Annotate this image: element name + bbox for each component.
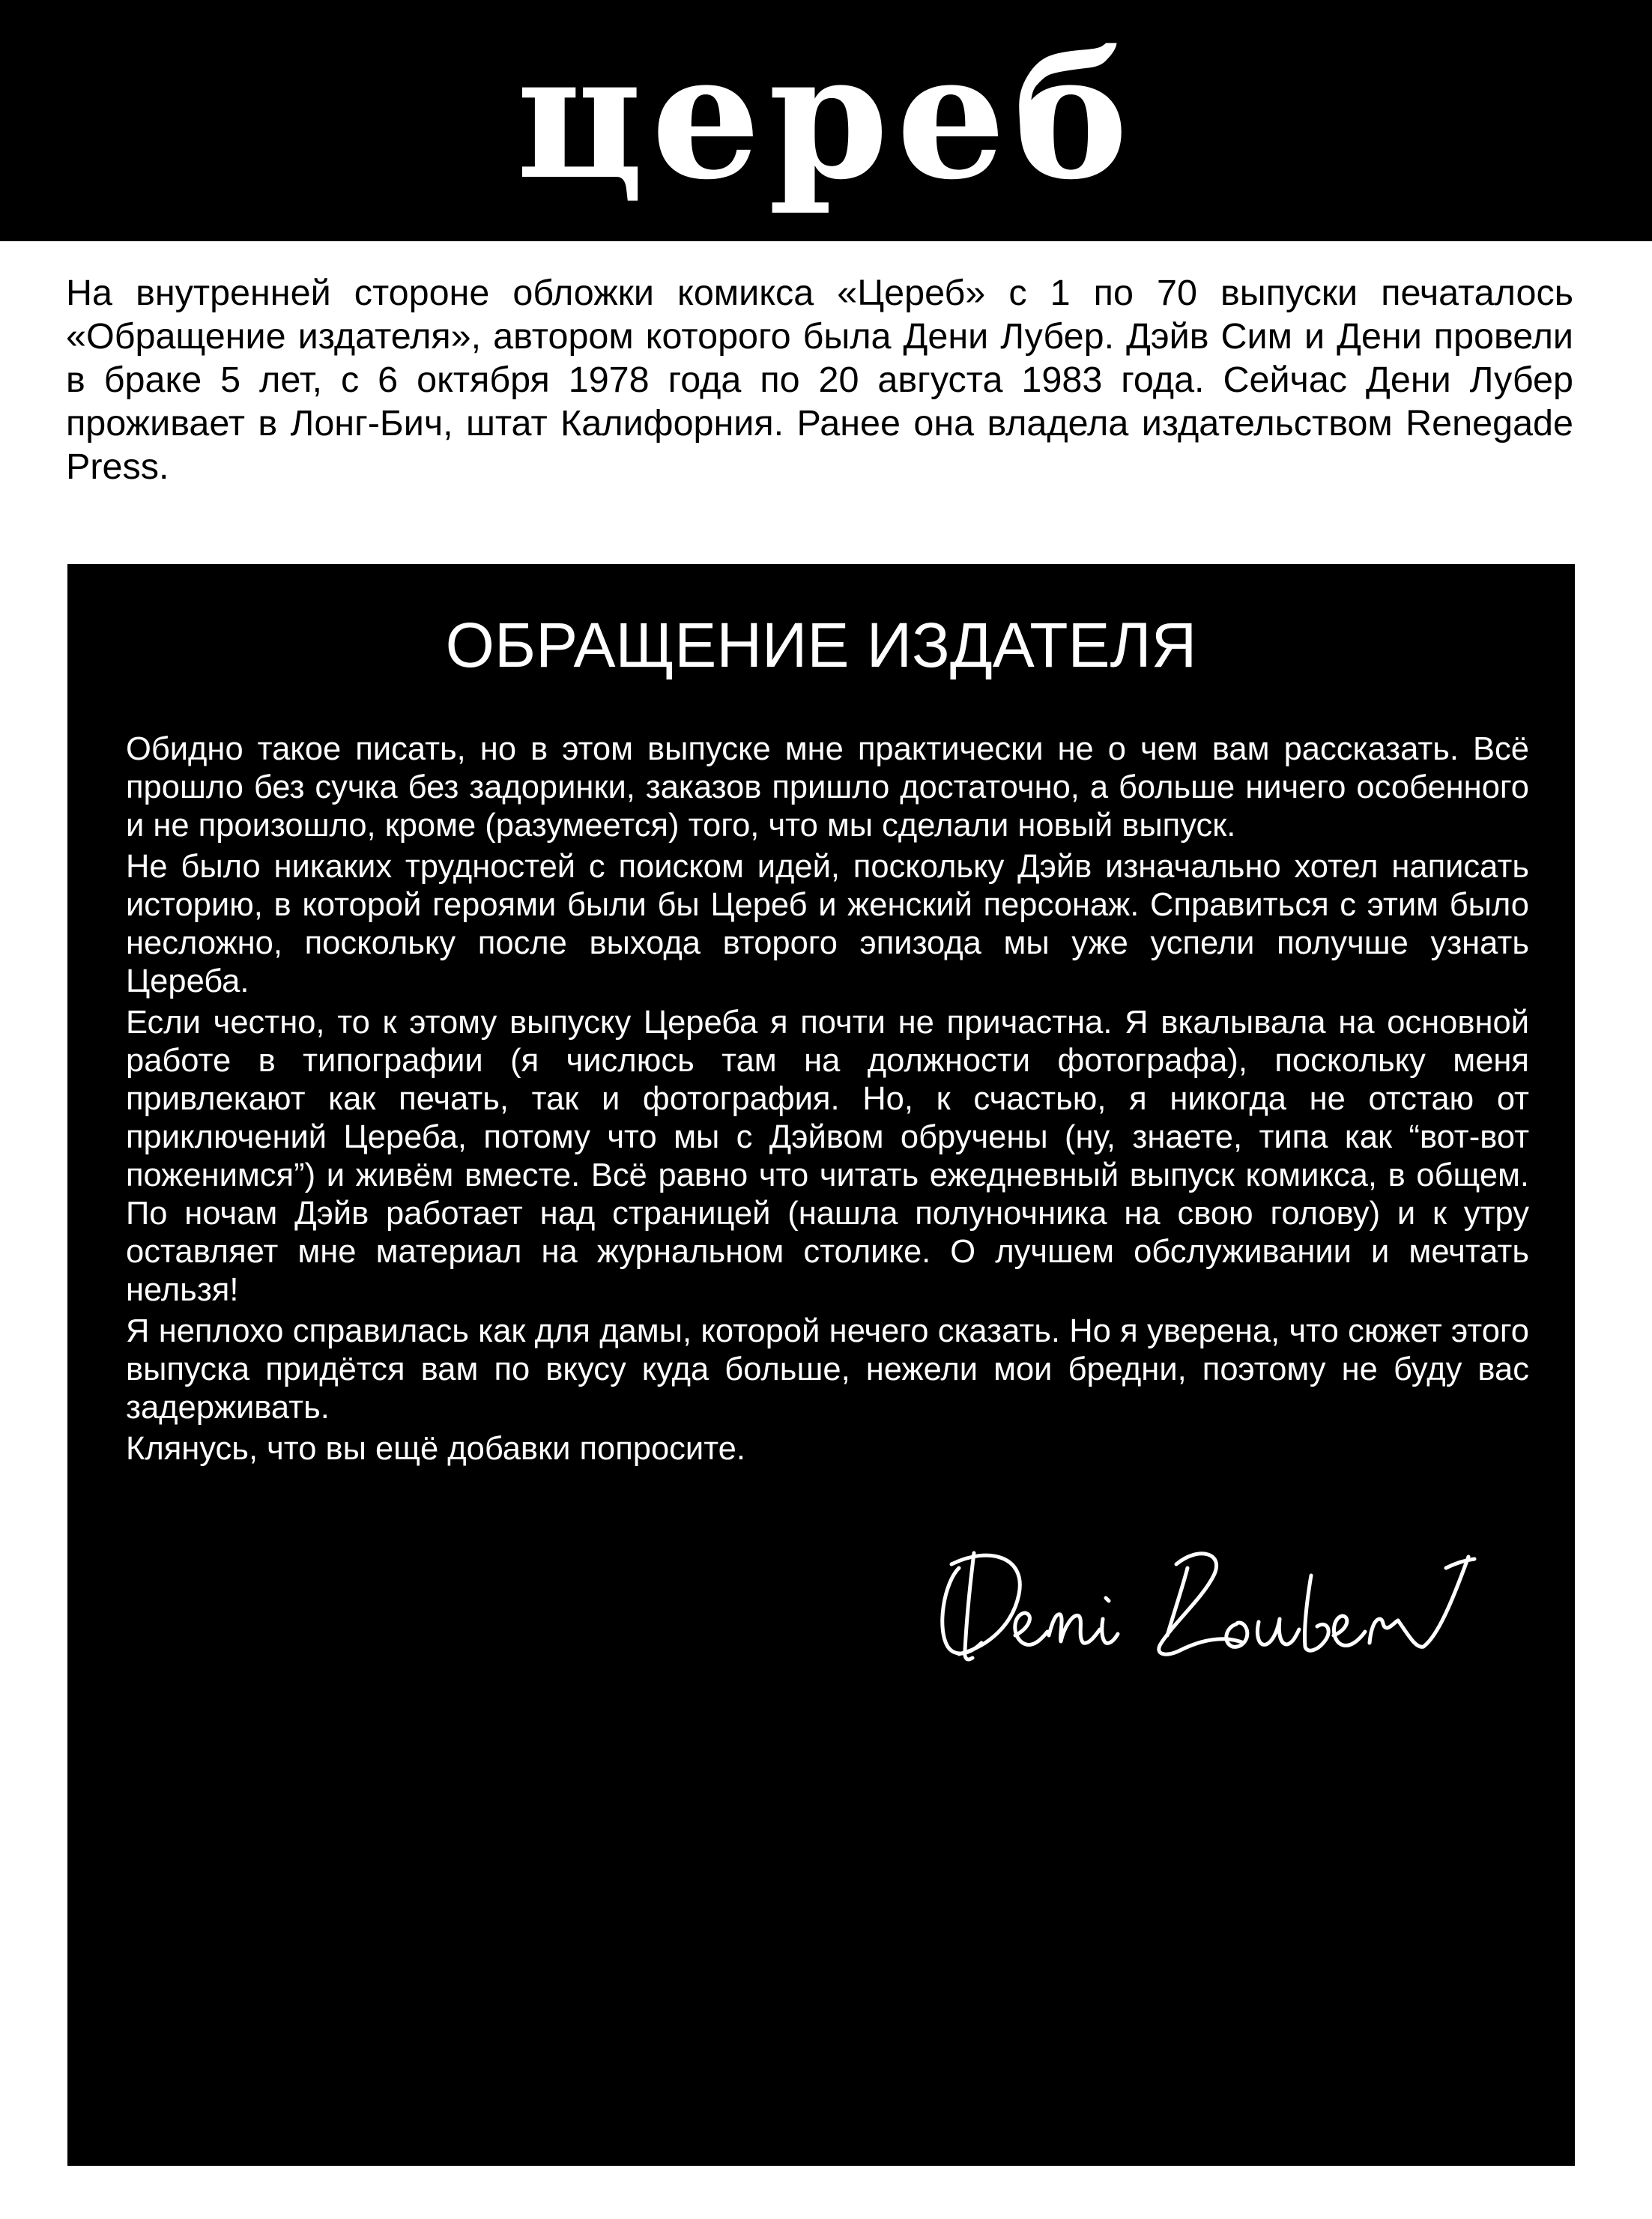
letter-body — [126, 730, 1529, 1471]
letter-paragraph: Если честно, то к этому выпуску Цереба я почти не причастна. Я вкалывала на основной работе в типографии (я числюсь там на должности фотографа), поскольку меня привлекают как печать, так и фотография. Но, к счастью, я никогда не отстаю от приключений Цереба, потому что мы с Дэйвом обручены (ну, знаете, типа как “вот-вот поженимся”) и живём вместе. Всё равно что читать ежедневный выпуск комикса, в общем. По ночам Дэйв работает над страницей (нашла полуночника на свою голову) и к утру оставляет мне материал на журнальном столике. О лучшем обслуживании и мечтать нельзя! — [126, 1005, 1529, 1308]
masthead-title: цереб — [516, 16, 1136, 218]
intro-paragraph: На внутренней стороне обложки комикса «Цереб» с 1 по 70 выпуски печаталось «Обращение издателя», автором которого была Дени Лубер. Дэйв Сим и Дени провели в браке 5 лет, с 6 октября 1978 года по 20 августа 1983 года. Сейчас Дени Лубер проживает в Лонг-Бич, штат Калифорния. Ранее она владела издательством Renegade Press. — [66, 273, 1573, 487]
masthead — [0, 0, 1652, 241]
signature-image — [929, 1523, 1483, 1680]
letter-paragraph: Я неплохо справилась как для дамы, которой нечего сказать. Но я уверена, что сюжет этого выпуска придётся вам по вкусу куда больше, нежели мои бредни, поэтому не буду вас задерживать. — [126, 1313, 1529, 1426]
letter-heading: ОБРАЩЕНИЕ ИЗДАТЕЛЯ — [445, 610, 1197, 680]
letter-paragraph: Клянусь, что вы ещё добавки попросите. — [126, 1431, 745, 1467]
letter-paragraph: Не было никаких трудностей с поиском идей, поскольку Дэйв изначально хотел написать историю, в которой героями были бы Цереб и женский персонаж. Справиться с этим было несложно, поскольку после выхода второго эпизода мы уже успели получше узнать Цереба. — [126, 849, 1529, 999]
publisher-letter-panel — [67, 564, 1575, 2166]
letter-paragraph: Обидно такое писать, но в этом выпуске мне практически не о чем вам рассказать. Всё прошло без сучка без задоринки, заказов пришло достаточно, а больше ничего особенного и не произошло, кроме (разумеется) того, что мы сделали новый выпуск. — [126, 731, 1529, 844]
